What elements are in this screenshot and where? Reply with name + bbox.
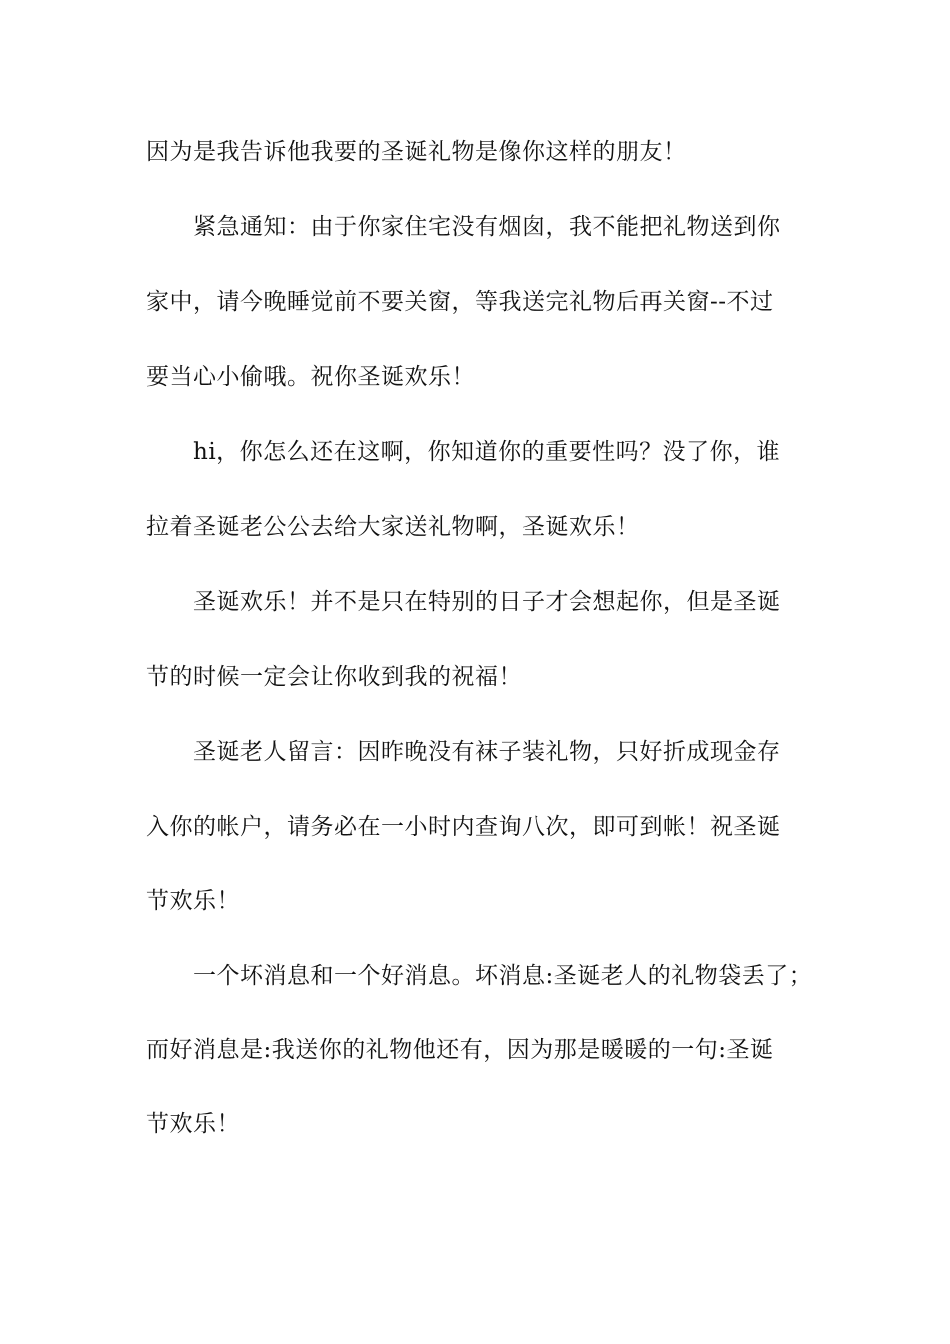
text-line: 因为是我告诉他我要的圣诞礼物是像你这样的朋友！ <box>146 139 687 165</box>
text-line: 而好消息是:我送你的礼物他还有，因为那是暖暖的一句:圣诞 <box>146 1037 774 1063</box>
paragraph-first-line: 一个坏消息和一个好消息。坏消息:圣诞老人的礼物袋丢了； <box>193 963 813 989</box>
text-line: 要当心小偷哦。祝你圣诞欢乐！ <box>146 364 475 390</box>
paragraph-first-line: 圣诞欢乐！并不是只在特别的日子才会想起你，但是圣诞 <box>193 589 781 615</box>
text-line: 节欢乐！ <box>146 888 240 914</box>
paragraph-first-line: 圣诞老人留言：因昨晚没有袜子装礼物，只好折成现金存 <box>193 739 781 765</box>
text-line: 节的时候一定会让你收到我的祝福！ <box>146 664 522 690</box>
paragraph-first-line: hi，你怎么还在这啊，你知道你的重要性吗？没了你，谁 <box>193 439 781 465</box>
text-line: 节欢乐！ <box>146 1111 240 1137</box>
paragraph-first-line: 紧急通知：由于你家住宅没有烟囱，我不能把礼物送到你 <box>193 214 781 240</box>
text-line: 入你的帐户，请务必在一小时内查询八次，即可到帐！祝圣诞 <box>146 814 781 840</box>
text-line: 拉着圣诞老公公去给大家送礼物啊，圣诞欢乐！ <box>146 514 640 540</box>
text-line: 家中，请今晚睡觉前不要关窗，等我送完礼物后再关窗--不过 <box>146 289 774 315</box>
